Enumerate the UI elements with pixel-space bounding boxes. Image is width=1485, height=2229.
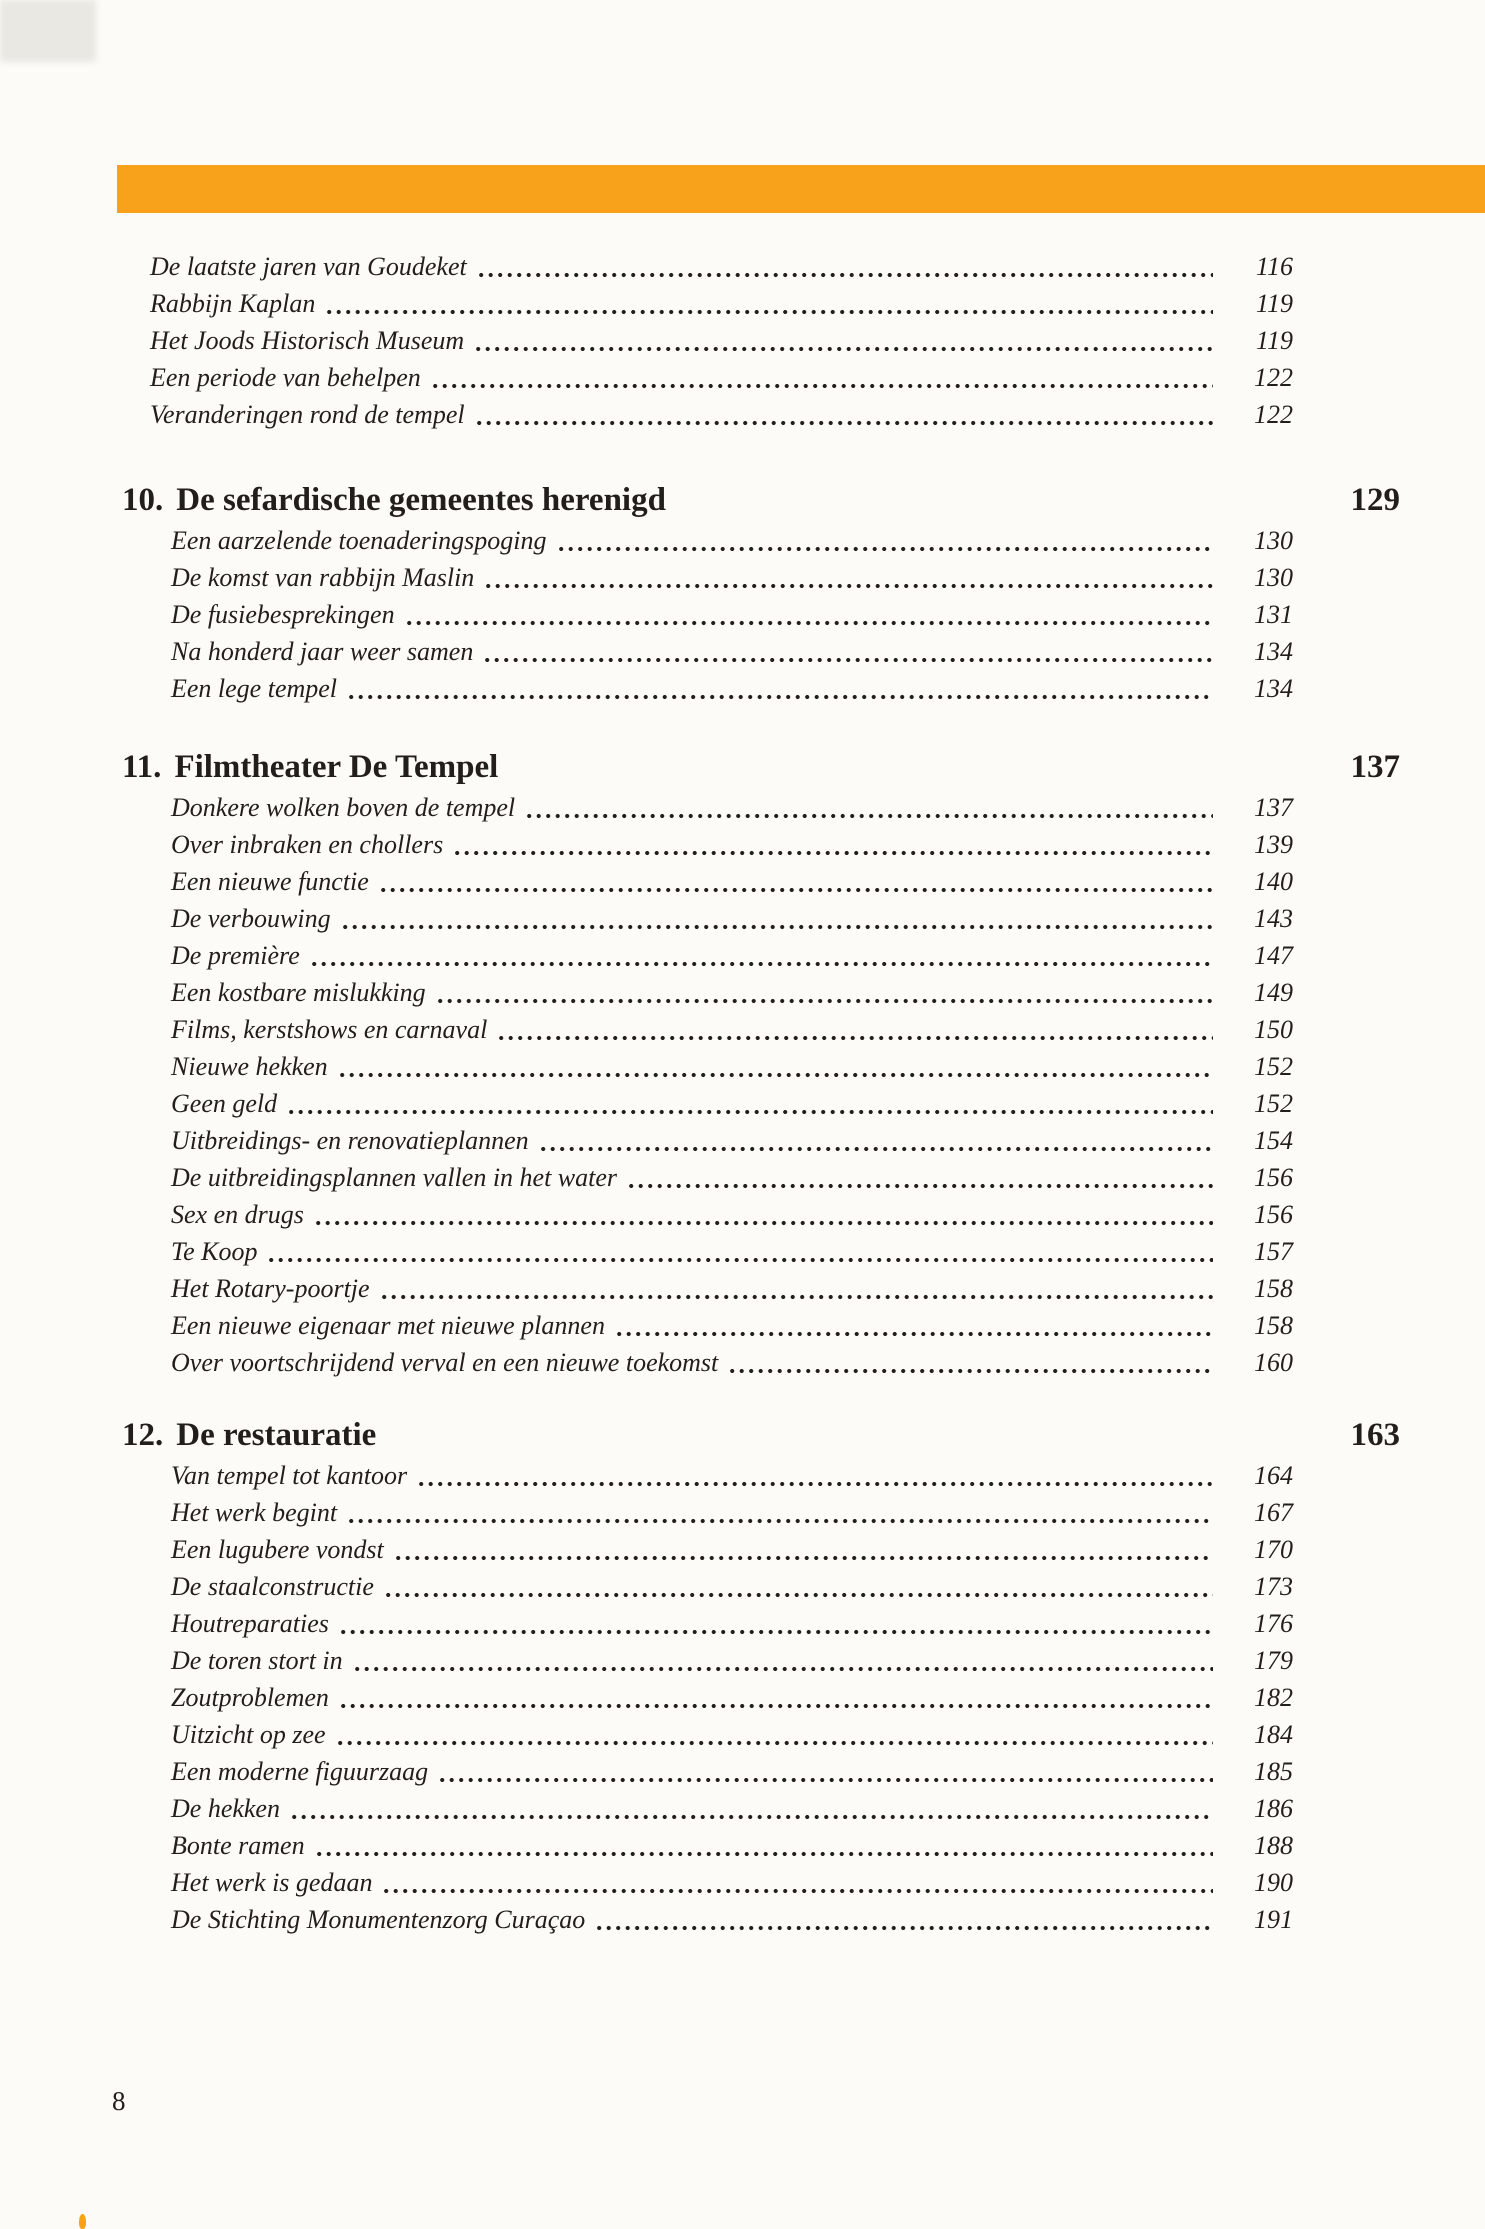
toc-entry-title: Donkere wolken boven de tempel xyxy=(171,793,516,822)
toc-entry-page: 188 xyxy=(1254,1831,1293,1860)
dot-leader xyxy=(349,1518,1213,1524)
page-folio: 8 xyxy=(112,2086,126,2116)
chapter-heading xyxy=(122,1413,1400,1457)
toc-entry xyxy=(171,1048,1293,1085)
toc-entry-page: 185 xyxy=(1254,1757,1293,1786)
toc-entry xyxy=(171,1122,1293,1159)
dot-leader xyxy=(476,346,1213,352)
toc-entry-page: 131 xyxy=(1254,600,1293,629)
toc-entry-title: De toren stort in xyxy=(171,1646,343,1675)
dot-leader xyxy=(479,272,1213,278)
toc-entry-title: Nieuwe hekken xyxy=(171,1052,328,1081)
dot-leader xyxy=(341,1703,1213,1709)
dot-leader xyxy=(341,1629,1213,1635)
toc-entry xyxy=(171,937,1293,974)
dot-leader xyxy=(316,1220,1213,1226)
toc-entry-title: Rabbijn Kaplan xyxy=(150,289,316,318)
toc-entry-page: 150 xyxy=(1254,1015,1293,1044)
toc-entry-page: 122 xyxy=(1254,363,1293,392)
toc-entry xyxy=(171,1085,1293,1122)
toc-entry-title: Het werk begint xyxy=(171,1498,338,1527)
dot-leader xyxy=(312,961,1213,967)
toc-entry-page: 134 xyxy=(1254,637,1293,666)
dot-leader xyxy=(349,694,1213,700)
toc-entry-title: Een nieuwe eigenaar met nieuwe plannen xyxy=(171,1311,605,1340)
toc-entry xyxy=(171,1605,1293,1642)
toc-entry-title: Zoutproblemen xyxy=(171,1683,329,1712)
toc-entry xyxy=(171,974,1293,1011)
chapter-entry-list xyxy=(171,522,1293,707)
toc-entry-title: Een kostbare mislukking xyxy=(171,978,426,1007)
dot-leader xyxy=(396,1555,1213,1561)
dot-leader xyxy=(597,1925,1213,1931)
chapter-entry-list xyxy=(171,1457,1293,1938)
toc-entry xyxy=(150,322,1293,359)
dot-leader xyxy=(629,1183,1213,1189)
toc-entry xyxy=(171,1716,1293,1753)
toc-entry xyxy=(171,1233,1293,1270)
toc-entry xyxy=(171,559,1293,596)
toc-entry-title: Houtreparaties xyxy=(171,1609,329,1638)
header-accent-bar xyxy=(117,165,1485,213)
dot-leader xyxy=(559,546,1214,552)
toc-entry xyxy=(171,1901,1293,1938)
toc-entry-title: Films, kerstshows en carnaval xyxy=(171,1015,488,1044)
toc-entry-title: Een aarzelende toenaderingspoging xyxy=(171,526,547,555)
toc-entry xyxy=(171,1494,1293,1531)
toc-entry-title: De fusiebesprekingen xyxy=(171,600,395,629)
toc-entry xyxy=(171,1196,1293,1233)
chapter-heading xyxy=(122,478,1400,522)
dot-leader xyxy=(438,998,1213,1004)
dot-leader xyxy=(355,1666,1213,1672)
toc-entry-title: Over voortschrijdend verval en een nieuwe toekomst xyxy=(171,1348,719,1377)
toc-entry-title: Een lege tempel xyxy=(171,674,338,703)
toc-entry-title: Een moderne figuurzaag xyxy=(171,1757,429,1786)
toc-entry-title: Na honderd jaar weer samen xyxy=(171,637,474,666)
chapter-heading xyxy=(122,745,1400,789)
dot-leader xyxy=(407,620,1213,626)
toc-entry-page: 164 xyxy=(1254,1461,1293,1490)
toc-entry-title: Sex en drugs xyxy=(171,1200,304,1229)
dot-leader xyxy=(477,420,1213,426)
toc-entry-title: Over inbraken en chollers xyxy=(171,830,444,859)
scan-artifact-corner xyxy=(0,0,96,62)
toc-entry xyxy=(171,1790,1293,1827)
toc-entry-title: De uitbreidingsplannen vallen in het water xyxy=(171,1163,618,1192)
dot-leader xyxy=(343,924,1213,930)
toc-entry-page: 130 xyxy=(1254,563,1293,592)
toc-entry xyxy=(150,285,1293,322)
toc-intro-section xyxy=(150,248,1293,433)
dot-leader xyxy=(382,1294,1213,1300)
toc-entry-title: Geen geld xyxy=(171,1089,278,1118)
toc-entry-page: 176 xyxy=(1254,1609,1293,1638)
toc-entry-page: 182 xyxy=(1254,1683,1293,1712)
toc-entry xyxy=(150,248,1293,285)
toc-chapter-section xyxy=(122,745,1400,1381)
toc-entry-page: 152 xyxy=(1254,1052,1293,1081)
toc-entry-page: 137 xyxy=(1254,793,1293,822)
toc-entry xyxy=(171,1753,1293,1790)
toc-entry-page: 170 xyxy=(1254,1535,1293,1564)
toc-entry-page: 156 xyxy=(1254,1200,1293,1229)
toc-entry-title: Een nieuwe functie xyxy=(171,867,369,896)
dot-leader xyxy=(419,1481,1213,1487)
dot-leader xyxy=(499,1035,1213,1041)
toc-entry-title: Van tempel tot kantoor xyxy=(171,1461,408,1490)
toc-entry-page: 167 xyxy=(1254,1498,1293,1527)
toc-entry-page: 149 xyxy=(1254,978,1293,1007)
toc-entry-page: 179 xyxy=(1254,1646,1293,1675)
toc-entry-page: 184 xyxy=(1254,1720,1293,1749)
scan-artifact-orange-speck xyxy=(79,2214,86,2229)
chapter-number: 12. xyxy=(122,1417,164,1453)
toc-entry xyxy=(171,826,1293,863)
toc-entry xyxy=(171,633,1293,670)
toc-entry xyxy=(171,522,1293,559)
toc-entry xyxy=(171,863,1293,900)
toc-entry-page: 154 xyxy=(1254,1126,1293,1155)
toc-entry xyxy=(150,396,1293,433)
toc-entry xyxy=(171,1531,1293,1568)
chapter-number: 11. xyxy=(122,749,162,785)
toc-entry-title: De komst van rabbijn Maslin xyxy=(171,563,475,592)
dot-leader xyxy=(340,1072,1213,1078)
chapter-page: 129 xyxy=(1350,482,1400,518)
dot-leader xyxy=(485,657,1213,663)
chapter-page: 163 xyxy=(1350,1417,1400,1453)
toc-entry-title: De staalconstructie xyxy=(171,1572,374,1601)
dot-leader xyxy=(433,383,1213,389)
toc-chapters xyxy=(122,478,1400,1938)
toc-entry-page: 158 xyxy=(1254,1274,1293,1303)
chapter-title: Filmtheater De Tempel xyxy=(174,749,499,785)
toc-entry xyxy=(171,1457,1293,1494)
toc-entry-page: 160 xyxy=(1254,1348,1293,1377)
toc-entry xyxy=(171,1827,1293,1864)
table-of-contents xyxy=(122,248,1400,1938)
toc-entry-page: 156 xyxy=(1254,1163,1293,1192)
toc-entry-title: Het werk is gedaan xyxy=(171,1868,373,1897)
toc-entry xyxy=(171,1864,1293,1901)
toc-entry xyxy=(150,359,1293,396)
dot-leader xyxy=(289,1109,1213,1115)
toc-entry-title: Uitzicht op zee xyxy=(171,1720,326,1749)
toc-entry xyxy=(171,789,1293,826)
chapter-number: 10. xyxy=(122,482,164,518)
toc-entry-title: Veranderingen rond de tempel xyxy=(150,400,465,429)
toc-entry-page: 139 xyxy=(1254,830,1293,859)
toc-entry-page: 190 xyxy=(1254,1868,1293,1897)
dot-leader xyxy=(381,887,1213,893)
toc-entry-title: De verbouwing xyxy=(171,904,331,933)
dot-leader xyxy=(292,1814,1213,1820)
toc-entry-title: Te Koop xyxy=(171,1237,258,1266)
dot-leader xyxy=(617,1331,1213,1337)
toc-entry-page: 143 xyxy=(1254,904,1293,933)
toc-entry-page: 119 xyxy=(1255,289,1293,318)
dot-leader xyxy=(384,1888,1213,1894)
chapter-title: De sefardische gemeentes herenigd xyxy=(176,482,666,518)
toc-entry-page: 119 xyxy=(1255,326,1293,355)
toc-entry xyxy=(171,1307,1293,1344)
toc-entry xyxy=(171,1568,1293,1605)
toc-entry-title: Een lugubere vondst xyxy=(171,1535,384,1564)
toc-entry-title: Bonte ramen xyxy=(171,1831,305,1860)
dot-leader xyxy=(386,1592,1213,1598)
toc-entry-page: 186 xyxy=(1254,1794,1293,1823)
toc-entry-page: 116 xyxy=(1255,252,1293,281)
dot-leader xyxy=(486,583,1213,589)
dot-leader xyxy=(541,1146,1213,1152)
dot-leader xyxy=(338,1740,1213,1746)
toc-entry-page: 122 xyxy=(1254,400,1293,429)
dot-leader xyxy=(527,813,1213,819)
toc-entry-page: 152 xyxy=(1254,1089,1293,1118)
dot-leader xyxy=(327,309,1213,315)
toc-entry xyxy=(171,1159,1293,1196)
dot-leader xyxy=(317,1851,1213,1857)
dot-leader xyxy=(455,850,1213,856)
toc-entry-title: De hekken xyxy=(171,1794,280,1823)
toc-entry-page: 158 xyxy=(1254,1311,1293,1340)
toc-entry-page: 147 xyxy=(1254,941,1293,970)
toc-entry-title: De laatste jaren van Goudeket xyxy=(150,252,467,281)
toc-entry xyxy=(171,1642,1293,1679)
toc-entry-title: Uitbreidings- en renovatieplannen xyxy=(171,1126,529,1155)
toc-chapter-section xyxy=(122,1413,1400,1938)
toc-entry-title: Een periode van behelpen xyxy=(150,363,421,392)
toc-entry-title: Het Joods Historisch Museum xyxy=(150,326,465,355)
toc-entry-title: Het Rotary-poortje xyxy=(171,1274,370,1303)
toc-entry-title: De première xyxy=(171,941,300,970)
toc-entry-page: 130 xyxy=(1254,526,1293,555)
toc-entry-title: De Stichting Monumentenzorg Curaçao xyxy=(171,1905,586,1934)
toc-entry xyxy=(171,1011,1293,1048)
chapter-page: 137 xyxy=(1350,749,1400,785)
toc-entry xyxy=(171,1270,1293,1307)
toc-entry-page: 157 xyxy=(1254,1237,1293,1266)
toc-entry-page: 191 xyxy=(1254,1905,1293,1934)
toc-entry-page: 134 xyxy=(1254,674,1293,703)
dot-leader xyxy=(269,1257,1213,1263)
toc-entry-page: 140 xyxy=(1254,867,1293,896)
chapter-entry-list xyxy=(171,789,1293,1381)
toc-entry-page: 173 xyxy=(1254,1572,1293,1601)
dot-leader xyxy=(440,1777,1213,1783)
toc-chapter-section xyxy=(122,478,1400,707)
toc-entry xyxy=(171,670,1293,707)
dot-leader xyxy=(730,1368,1213,1374)
toc-entry xyxy=(171,1344,1293,1381)
toc-entry xyxy=(171,596,1293,633)
toc-entry xyxy=(171,900,1293,937)
toc-entry xyxy=(171,1679,1293,1716)
chapter-title: De restauratie xyxy=(176,1417,377,1453)
